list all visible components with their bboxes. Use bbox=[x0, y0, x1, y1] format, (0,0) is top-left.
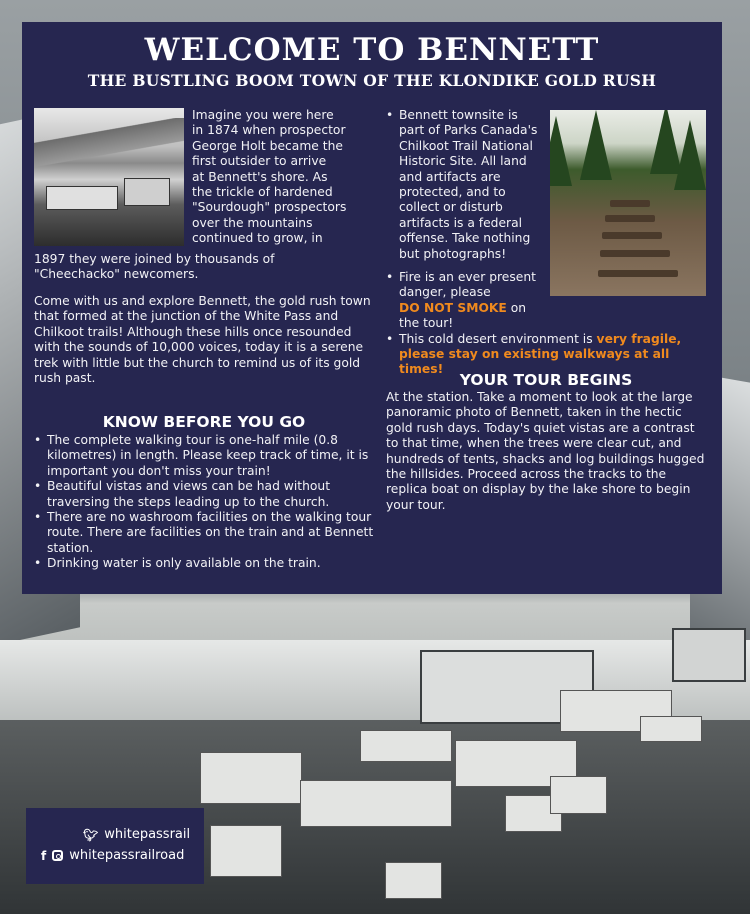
info-panel bbox=[22, 22, 722, 594]
tent bbox=[550, 776, 607, 814]
tent bbox=[200, 752, 302, 804]
page-subtitle: THE BUSTLING BOOM TOWN OF THE KLONDIKE GOLD RUSH bbox=[87, 71, 657, 90]
intro-line: "Sourdough" prospectors bbox=[192, 200, 347, 215]
fragile-highlight: very fragile, please stay on existing walkways at all times! bbox=[399, 331, 682, 377]
list-item: • Bennett townsite is part of Parks Canada's Chilkoot Trail National Historic Site. All land and artifacts are protected, and to collect or disturb artifacts is a federal offense. Take nothing but photographs! bbox=[386, 108, 546, 262]
intro-line: Imagine you were here bbox=[192, 108, 334, 122]
site-rules-list bbox=[386, 108, 546, 262]
intro-wrapped-lines bbox=[192, 108, 382, 247]
social-box bbox=[26, 808, 204, 884]
fb-ig-handle[interactable]: whitepassrailroad bbox=[69, 848, 185, 863]
intro-line: in 1874 when prospector bbox=[192, 123, 346, 138]
intro-line: over the mountains bbox=[192, 215, 313, 230]
know-before-list bbox=[34, 433, 374, 572]
fire-warning-text: Fire is an ever present danger, please bbox=[399, 270, 536, 300]
facebook-icon: f bbox=[41, 848, 47, 863]
intro-line: the trickle of hardened bbox=[192, 185, 333, 200]
know-before-heading: KNOW BEFORE YOU GO bbox=[102, 413, 306, 431]
tent bbox=[360, 730, 452, 762]
historic-bennett-photo bbox=[34, 108, 184, 246]
fragile-text: This cold desert environment is bbox=[399, 331, 597, 346]
list-item: • The complete walking tour is one-half mile (0.8 kilometres) in length. Please keep track of time, it is important you don't miss your train! bbox=[34, 433, 374, 479]
fire-warning-list bbox=[386, 270, 706, 378]
tent bbox=[210, 825, 282, 877]
tour-paragraph: At the station. Take a moment to look at the large panoramic photo of Bennett, taken in the hectic gold rush days. Today's quiet vistas are a contrast to that time, when the trees were clear cut, and hundreds of tents, shacks and log buildings hugged the hillsides. Proceed across the tracks to the replica boat on display by the lake shore to begin your tour. bbox=[386, 390, 705, 512]
instagram-icon bbox=[52, 850, 63, 861]
trail-steps-photo bbox=[550, 110, 706, 296]
intro-line: George Holt became the bbox=[192, 138, 343, 153]
facebook-instagram-row bbox=[41, 848, 184, 863]
tour-heading: YOUR TOUR BEGINS bbox=[459, 371, 633, 389]
intro-paragraph-2: Come with us and explore Bennett, the gold rush town that formed at the junction of the White Pass and Chilkoot trails! Although these hills once resounded with the sounds of 10,000 voices, today it is a serene trek with little but the church to remind us of its gold rush past. bbox=[34, 294, 371, 386]
list-item: • Drinking water is only available on the train. bbox=[34, 556, 374, 571]
sternwheeler-boat-2 bbox=[672, 628, 746, 682]
intro-line: first outsider to arrive bbox=[192, 154, 327, 169]
page-title: WELCOME TO BENNETT bbox=[144, 32, 600, 68]
list-item bbox=[386, 270, 549, 332]
fire-warning-tail: on the tour! bbox=[399, 300, 527, 331]
intro-paragraph-tail: 1897 they were joined by thousands of "Cheechacko" newcomers. bbox=[34, 252, 275, 282]
list-item: • There are no washroom facilities on the walking tour route. There are facilities on the train and at Bennett station. bbox=[34, 510, 374, 556]
intro-line: at Bennett's shore. As bbox=[192, 169, 328, 184]
no-smoke-highlight: DO NOT SMOKE bbox=[399, 300, 507, 315]
list-item: • Beautiful vistas and views can be had without traversing the steps leading up to the church. bbox=[34, 479, 374, 510]
tent bbox=[300, 780, 452, 827]
tent bbox=[640, 716, 702, 742]
twitter-handle[interactable]: whitepassrail bbox=[104, 827, 191, 842]
intro-line: continued to grow, in bbox=[192, 231, 323, 246]
twitter-bird-icon: 🐦︎ bbox=[83, 827, 99, 842]
tent bbox=[385, 862, 442, 899]
twitter-row bbox=[83, 827, 190, 842]
